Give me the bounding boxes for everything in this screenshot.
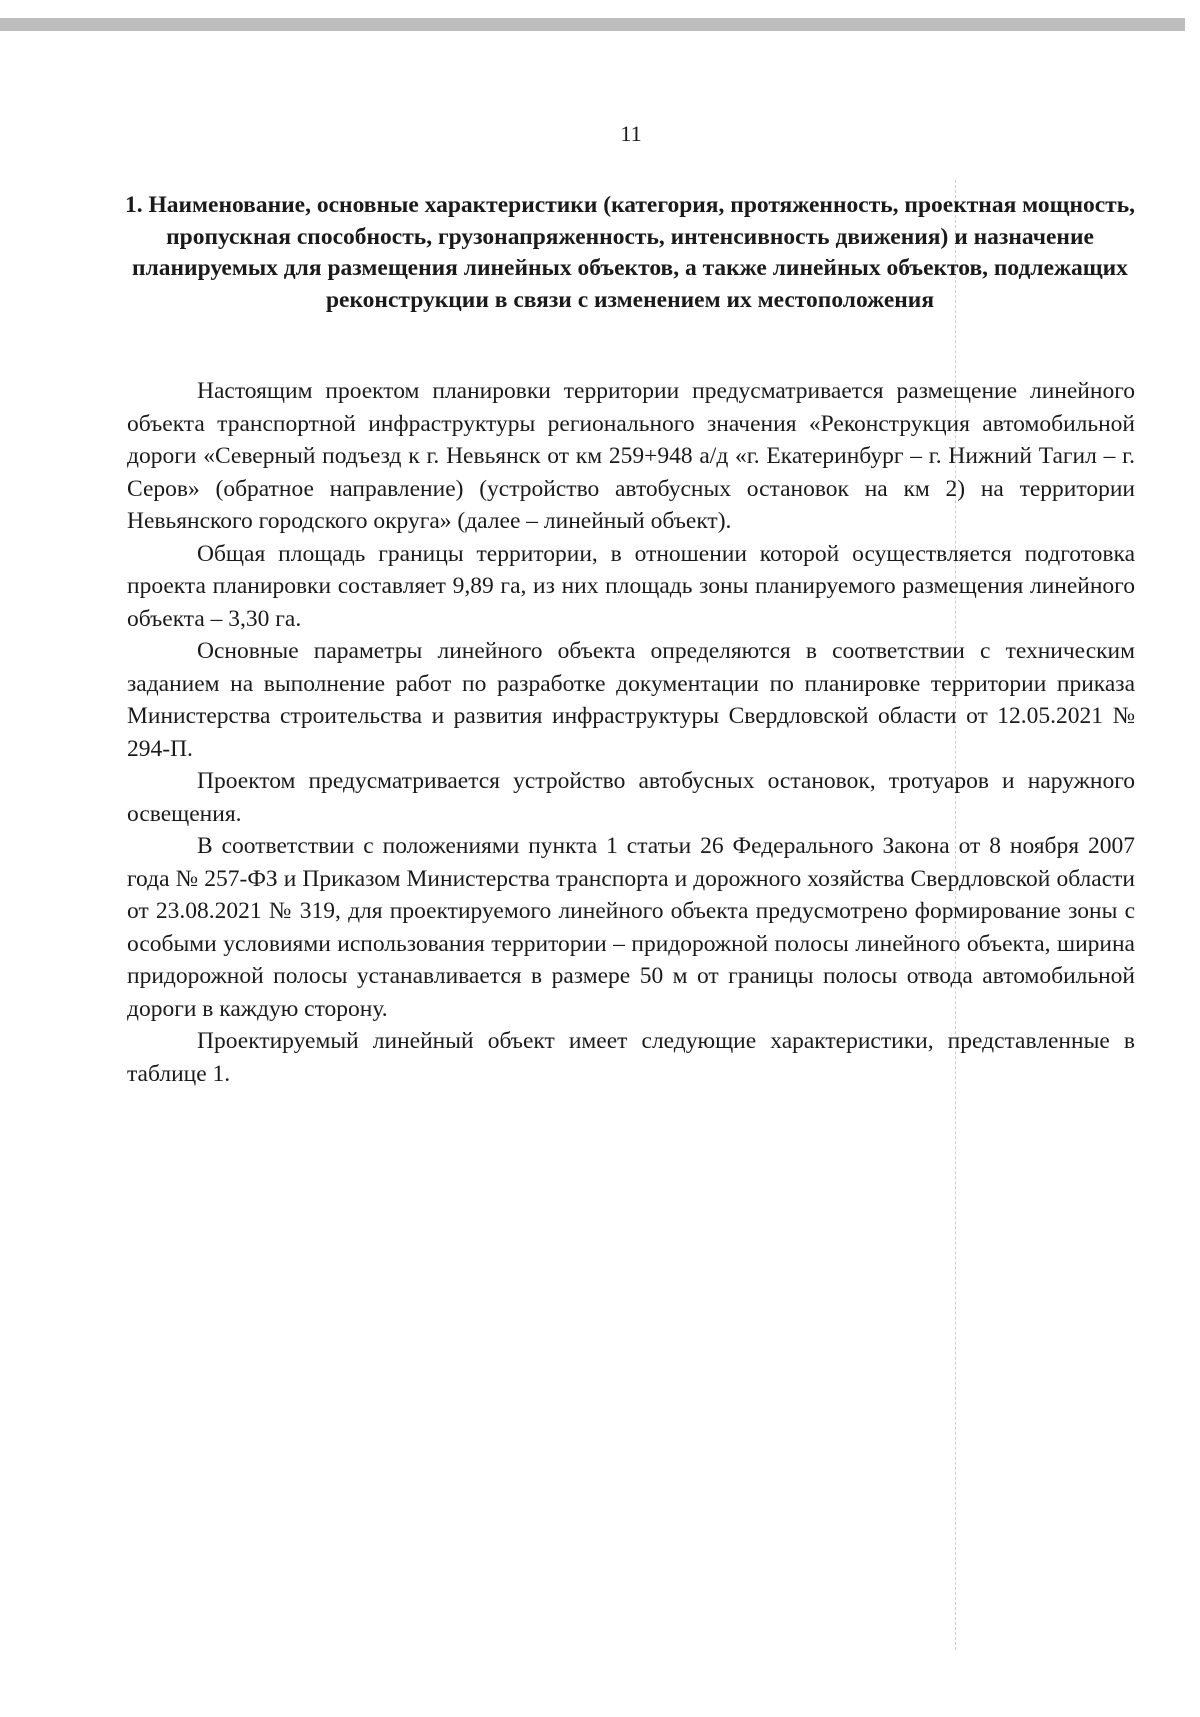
- document-body: [127, 375, 1135, 1090]
- paragraph: Проектом предусматривается устройство автобусных остановок, тротуаров и наружного освещения.: [127, 768, 1135, 827]
- paragraph: Общая площадь границы территории, в отношении которой осуществляется подготовка проекта планировки составляет 9,89 га, из них площадь зоны планируемого размещения линейного объекта – 3,30 га.: [127, 540, 1135, 632]
- page-number: 11: [620, 121, 642, 146]
- paragraph: В соответствии с положениями пункта 1 статьи 26 Федерального Закона от 8 ноября 2007 года № 257-ФЗ и Приказом Министерства транспорта и дорожного хозяйства Свердловской области от 23.08.2021 № 319, для проектируемого линейного объекта предусмотрено формирование зоны с особыми условиями использования территории – придорожной полосы линейного объекта, ширина придорожной полосы устанавливается в размере 50 м от границы полосы отвода автомобильной дороги в каждую сторону.: [127, 833, 1135, 1022]
- paragraph: Основные параметры линейного объекта определяются в соответствии с техническим заданием на выполнение работ по разработке документации по планировке территории приказа Министерства строительства и развития инфраструктуры Свердловской области от 12.05.2021 № 294-П.: [127, 638, 1135, 762]
- scan-edge: [0, 18, 1185, 31]
- paragraph: Настоящим проектом планировки территории предусматривается размещение линейного объекта транспортной инфраструктуры регионального значения «Реконструкция автомобильной дороги «Северный подъезд к г. Невьянск от км 259+948 а/д «г. Екатеринбург – г. Нижний Тагил – г. Серов» (обратное направление) (устройство автобусных остановок на км 2) на территории Невьянского городского округа» (далее – линейный объект).: [127, 378, 1135, 534]
- paragraph: Проектируемый линейный объект имеет следующие характеристики, представленные в таблице 1.: [127, 1028, 1135, 1087]
- section-heading: 1. Наименование, основные характеристики (категория, протяженность, проектная мощность, пропускная способность, грузонапряженность, интенсивность движения) и назначение планируемых для размещения линейных объектов, а также линейных объектов, подлежащих реконструкции в связи с изменением их местоположения: [124, 192, 1136, 313]
